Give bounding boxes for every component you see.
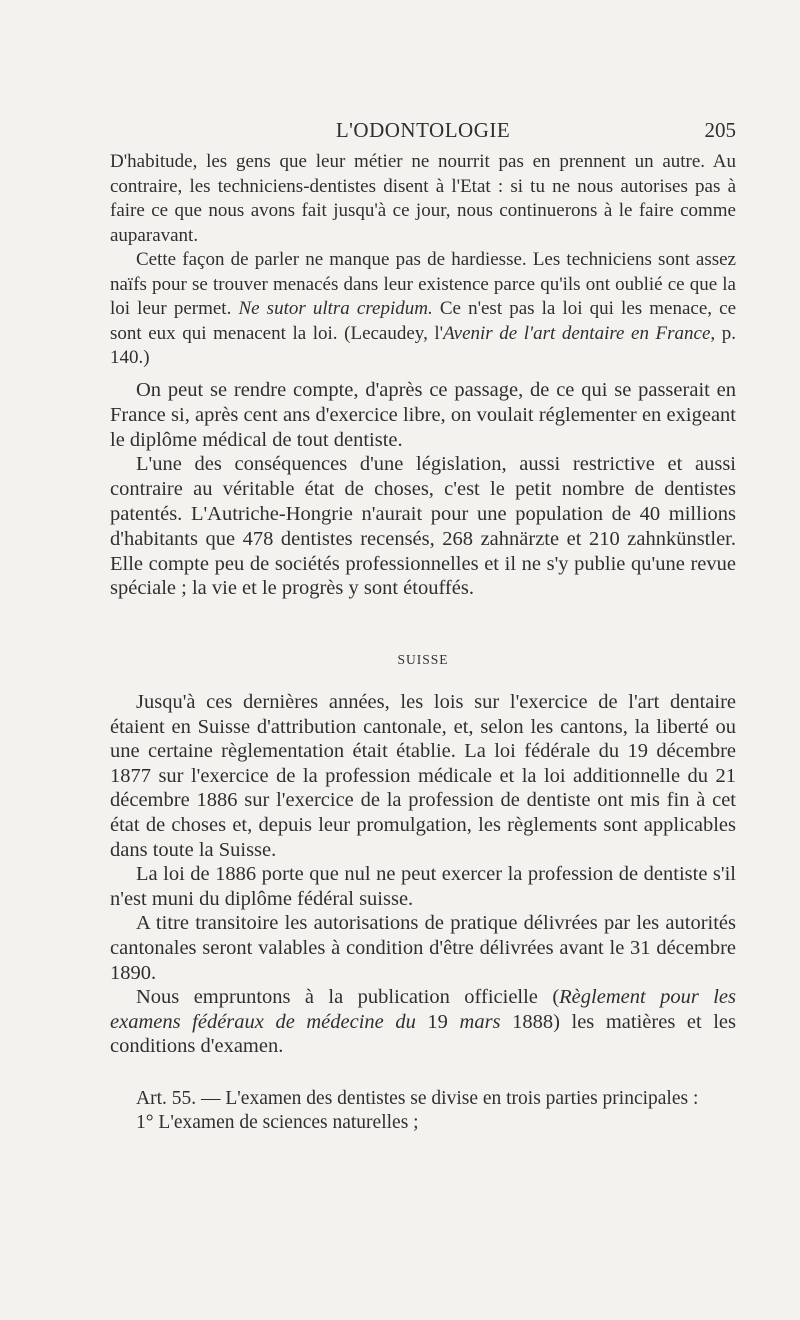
regulation-extract: [110, 1087, 736, 1135]
commentary: [110, 378, 736, 601]
page-header: [110, 118, 736, 148]
article-paragraph: Art. 55. — L'examen des dentistes se divise en trois parties principales :: [136, 1088, 699, 1109]
paragraph: [110, 985, 736, 1059]
running-title: L'ODONTOLOGIE: [335, 118, 511, 142]
text-run: 19: [415, 1010, 460, 1033]
cited-title: Avenir de l'art dentaire en France: [443, 322, 711, 344]
paragraph: On peut se rendre compte, d'après ce passage, de ce qui se passerait en France si, après cent ans d'exercice libre, on voulait réglementer en exigeant le diplôme médical de tout dentiste.: [110, 379, 736, 451]
cited-title: Règlement pour les examens fédéraux de médecine du: [110, 986, 737, 1033]
text-run: Ce n'est pas la loi qui les menace, ce sont eux qui menacent la loi. (Lecaudey, l': [110, 298, 737, 344]
paragraph: [110, 248, 736, 371]
paragraph: La loi de 1886 porte que nul ne peut exercer la profession de dentiste s'il n'est muni du diplôme fédéral suisse.: [110, 863, 736, 910]
text-run: Nous empruntons à la publication officielle (: [136, 986, 560, 1009]
quoted-passage: [110, 150, 736, 371]
section-heading: SUISSE: [397, 652, 449, 667]
text-run: Cette façon de parler ne manque pas de hardiesse. Les techniciens sont assez naïfs pour se trouver menacés dans leur existence parce qu'ils ont oublié ce que la loi leur permet.: [110, 249, 736, 319]
text-run: , p. 140.): [110, 322, 736, 368]
paragraph: A titre transitoire les autorisations de pratique délivrées par les autorités cantonales seront valables à condition d'être délivrées avant le 31 décembre 1890.: [110, 912, 736, 984]
list-item: 1° L'examen de sciences naturelles ;: [136, 1112, 419, 1133]
paragraph: L'une des conséquences d'une législation, aussi restrictive et aussi contraire au véritable état de choses, c'est le petit nombre de dentistes patentés. L'Autriche-Hongrie n'aurait pour une population de 40 millions d'habitants que 478 dentistes recensés, 268 zahnärzte et 210 zahnkünstler. Elle compte peu de sociétés professionnelles et il ne s'y publie qu'une revue spéciale ; la vie et le progrès y sont étouffés.: [110, 453, 736, 600]
page-number: 205: [704, 118, 736, 142]
text-run: 1888) les matières et les conditions d'examen.: [110, 1010, 737, 1058]
section-body: [110, 690, 736, 1059]
paragraph: D'habitude, les gens que leur métier ne nourrit pas en prennent un autre. Au contraire, les techniciens-dentistes disent à l'Etat : si tu ne nous autorises pas à faire ce que nous avons fait jusqu'à ce jour, nous continuerons à le faire comme auparavant.: [110, 151, 736, 246]
cited-month: mars: [459, 1010, 501, 1033]
paragraph: Jusqu'à ces dernières années, les lois sur l'exercice de l'art dentaire étaient en Suisse d'attribution cantonale, et, selon les cantons, la liberté ou une certaine règlementation était établie. La loi fédérale du 19 décembre 1877 sur l'exercice de la profession médicale et la loi additionnelle du 21 décembre 1886 sur l'exercice de la profession de dentiste ont mis fin à cet état de choses et, depuis leur promulgation, les règlements sont applicables dans toute la Suisse.: [110, 691, 736, 861]
latin-quote: Ne sutor ultra crepidum.: [238, 298, 433, 319]
